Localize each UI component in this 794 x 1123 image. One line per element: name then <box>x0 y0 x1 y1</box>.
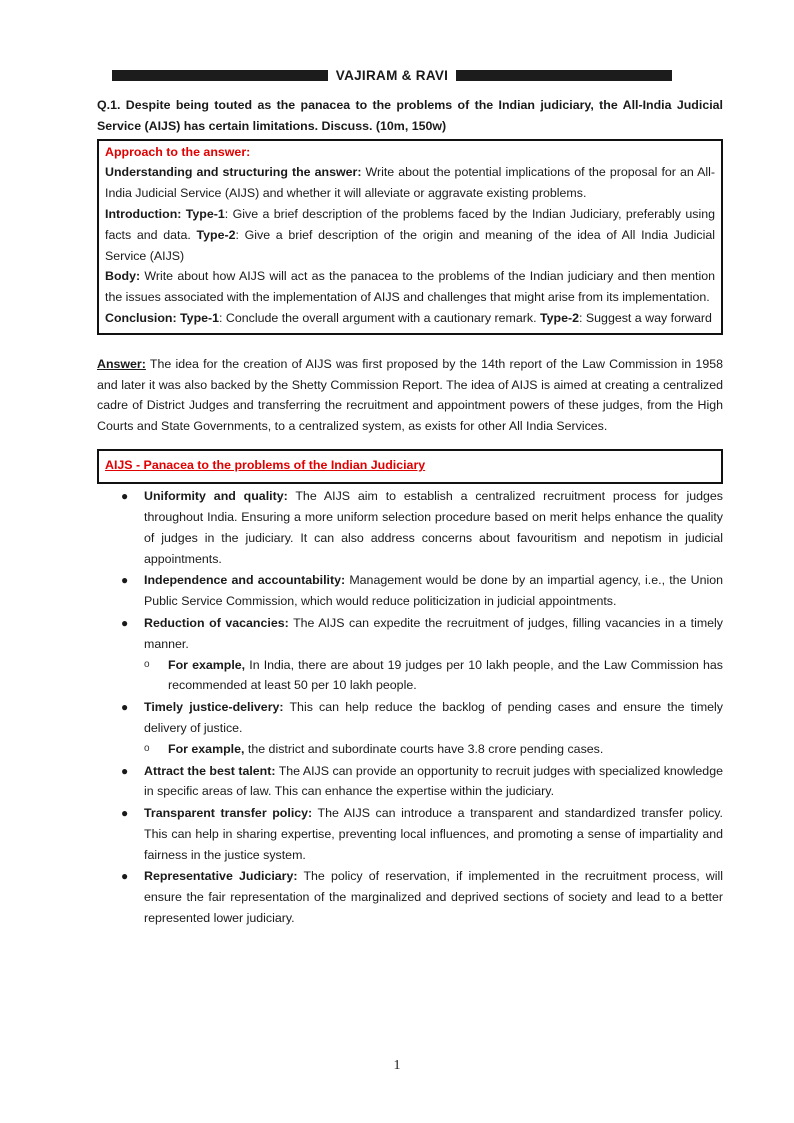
approach-introduction: Introduction: Type-1: Give a brief description of the problems faced by the Indian Judiciary, preferably using facts and data. Type-2: Give a brief description of the origin and meaning of the idea of All India Judicial Service (AIJS) <box>105 206 715 263</box>
circle-bullet-icon: o <box>144 742 150 754</box>
circle-bullet-icon: o <box>144 658 150 670</box>
header-bar-left <box>112 70 328 81</box>
page-header <box>112 68 672 82</box>
sub-list-item: o For example, In India, there are about 19 judges per 10 lakh people, and the Law Commission has recommended at least 50 per 10 lakh people. <box>144 655 723 697</box>
list-item: ● Transparent transfer policy: The AIJS can introduce a transparent and standardized transfer policy. This can help in sharing expertise, preventing local influences, and promoting a sense of impartiality and fairness in the justice system. <box>97 803 723 865</box>
list-item: ● Independence and accountability: Management would be done by an impartial agency, i.e., the Union Public Service Commission, which would reduce politicization in judicial appointments. <box>97 570 723 612</box>
bullet-list <box>97 486 723 929</box>
bullet-icon: ● <box>121 700 129 715</box>
approach-body: Body: Write about how AIJS will act as the panacea to the problems of the Indian judiciary and then mention the issues associated with the implementation of AIJS and challenges that might arise from its implementation. <box>105 269 715 305</box>
approach-box <box>97 139 723 335</box>
list-item: ● Attract the best talent: The AIJS can provide an opportunity to recruit judges with specialized knowledge in specific areas of law. This can enhance the expertise within the judiciary. <box>97 761 723 803</box>
approach-conclusion: Conclusion: Type-1: Conclude the overall argument with a cautionary remark. Type-2: Suggest a way forward <box>105 310 712 325</box>
bullet-icon: ● <box>121 763 129 778</box>
sub-list-item: o For example, the district and subordinate courts have 3.8 crore pending cases. <box>144 739 723 760</box>
list-item: ● Representative Judiciary: The policy of reservation, if implemented in the recruitment process, will ensure the fair representation of the marginalized and deprived sections of society and lead to a better represented lower judiciary. <box>97 866 723 928</box>
answer-label: Answer: <box>97 356 146 371</box>
brand-name: VAJIRAM & RAVI <box>335 67 449 83</box>
document-body <box>97 95 723 930</box>
list-item: ● Uniformity and quality: The AIJS aim to establish a centralized recruitment process for judges throughout India. Ensuring a more uniform selection procedure based on merit helps enhance the quality of judges in the judiciary. It can also address concerns about favouritism and nepotism in judicial appointments. <box>97 486 723 569</box>
header-bar-right <box>456 70 672 81</box>
section-heading: AIJS - Panacea to the problems of the Indian Judiciary <box>105 458 426 473</box>
bullet-icon: ● <box>121 615 129 630</box>
approach-title: Approach to the answer: <box>105 144 251 159</box>
page-number: 1 <box>393 1058 401 1073</box>
list-item: ● Timely justice-delivery: This can help reduce the backlog of pending cases and ensure the timely delivery of justice. o For example, the district and subordinate courts have 3.8 crore pending cases. <box>97 697 723 759</box>
section-heading-box <box>97 449 723 484</box>
answer-paragraph: Answer: The idea for the creation of AIJS was first proposed by the 14th report of the Law Commission in 1958 and later it was also backed by the Shetty Commission Report. The idea of AIJS is aimed at creating a centralized cadre of District Judges and transferring the recruitment and appointment powers of these judges, from the High Courts and State Governments, to a centralized system, as exists for other All India Services. <box>97 356 723 434</box>
bullet-icon: ● <box>121 489 129 504</box>
approach-understanding: Understanding and structuring the answer: Write about the potential implications of the proposal for an All-India Judicial Service (AIJS) and whether it will alleviate or aggravate existing problems. <box>105 165 715 201</box>
bullet-icon: ● <box>121 573 129 588</box>
bullet-icon: ● <box>121 806 129 821</box>
bullet-icon: ● <box>121 869 129 884</box>
list-item: ● Reduction of vacancies: The AIJS can expedite the recruitment of judges, filling vacancies in a timely manner. o For example, In India, there are about 19 judges per 10 lakh people, and the Law Commission has recommended at least 50 per 10 lakh people. <box>97 613 723 696</box>
question-text: Q.1. Despite being touted as the panacea to the problems of the Indian judiciary, the All-India Judicial Service (AIJS) has certain limitations. Discuss. (10m, 150w) <box>97 98 723 133</box>
sub-list <box>144 739 723 760</box>
sub-list <box>144 655 723 697</box>
